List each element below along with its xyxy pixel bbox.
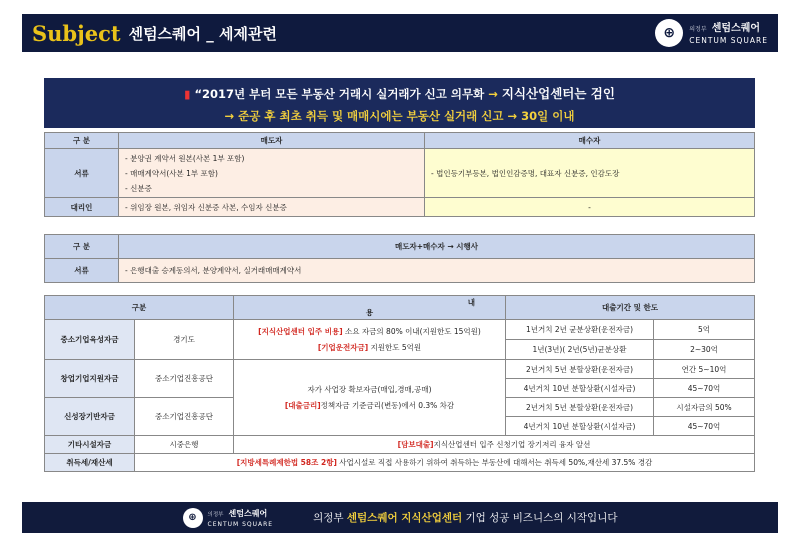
t3-r5-red: [지방세특례제한법 58조 2항]	[236, 458, 337, 467]
t3-r2-limit2: 45~70억	[654, 379, 755, 398]
footer-slogan	[313, 510, 617, 525]
t3-r1-term1: 1년거치 2년 균분상환(운전자금)	[506, 320, 654, 340]
t3-r1-content	[234, 320, 506, 360]
footer-text-b: 센텀스퀘어 지식산업센터	[346, 512, 463, 524]
brand-logo	[655, 19, 768, 47]
t1-row2-label: 대리인	[45, 198, 119, 217]
banner-arrow: →	[488, 87, 498, 101]
centum-logo-icon: ⊕	[655, 19, 683, 47]
footer-brand-small: 의정부	[207, 512, 224, 518]
t3-r1-label: 중소기업육성자금	[45, 320, 135, 360]
t1-row2-seller: - 위임장 원본, 위임자 신분증 사본, 수임자 신분증	[119, 198, 425, 217]
t3-r4-org: 시중은행	[135, 436, 234, 454]
t3-r2-limit1: 연간 5~10억	[654, 360, 755, 379]
t3-col-content-top: 내	[467, 297, 475, 307]
t3-r23-red: [대출금리]	[284, 400, 321, 410]
t3-r1-text2: 지원한도 5억원	[368, 342, 422, 352]
t3-r23-text1: 자가 사업장 확보자금(매입,경매,공매)	[307, 384, 432, 394]
t3-r4-content	[234, 436, 755, 454]
brand-en: CENTUM SQUARE	[689, 36, 768, 45]
notice-banner	[44, 78, 755, 128]
t3-r4-label: 기타시설자금	[45, 436, 135, 454]
t3-r2-org: 중소기업진흥공단	[135, 360, 234, 398]
footer-brand-en: CENTUM SQUARE	[207, 521, 274, 528]
t1-col-seller: 매도자	[119, 133, 425, 149]
t3-r5-text: 사업시설로 직접 사용하기 위하여 취득하는 부동산에 대해서는 취득세 50%,재산세 37.5% 경감	[336, 458, 653, 467]
t1-seller-doc-2: - 매매계약서(사본 1부 포함)	[125, 168, 218, 178]
t3-r4-red: [담보대출]	[397, 440, 434, 449]
footer-bar	[22, 502, 778, 533]
t3-r2-term1: 2년거치 5년 분할상환(운전자금)	[506, 360, 654, 379]
t2-row-value: - 은행대출 승계동의서, 분양계약서, 실거래매매계약서	[119, 259, 755, 283]
footer-text-c: 기업 성공 비즈니스의 시작입니다	[462, 512, 618, 524]
t1-row1-buyer: - 법인등기부등본, 법인인감증명, 대표자 신분증, 인감도장	[425, 149, 755, 198]
t3-r23-text2: 정책자금 기준금리(변동)에서 0.3% 차감	[320, 400, 455, 410]
t3-r3-limit2: 45~70억	[654, 417, 755, 436]
t3-r1-org: 경기도	[135, 320, 234, 360]
pin-icon: ▮	[184, 87, 191, 101]
banner-line2: → 준공 후 최초 취득 및 매매시에는 부동산 실거래 신고 → 30일 이내	[224, 109, 575, 123]
t3-r5-label: 취득세/재산세	[45, 454, 135, 472]
t3-r5-content	[135, 454, 755, 472]
t3-r1-red1: [지식산업센터 입주 비용]	[258, 326, 343, 336]
t3-col-loan: 대출기간 및 한도	[506, 296, 755, 320]
t1-row2-buyer: -	[425, 198, 755, 217]
t3-r23-content	[234, 360, 506, 436]
t3-col-content-bottom: 용	[365, 307, 374, 317]
t3-r1-red2: [기업운전자금]	[317, 342, 369, 352]
t2-col-gubun: 구 분	[45, 235, 119, 259]
t3-col-gubun: 구분	[45, 296, 234, 320]
footer-logo-icon: ⊕	[183, 508, 203, 528]
t1-col-buyer: 매수자	[425, 133, 755, 149]
banner-line1-a: “2017년 부터 모든 부동산 거래시 실거래가 신고 의무화	[194, 87, 485, 101]
t1-row1-seller	[119, 149, 425, 198]
brand-ko: 센텀스퀘어	[711, 23, 761, 34]
t2-col-title: 매도자+매수자 → 시행사	[119, 235, 755, 259]
loan-table	[44, 295, 755, 472]
subject-label: Subject	[32, 20, 121, 46]
header-bar	[22, 14, 778, 52]
brand-small: 의정부	[689, 26, 707, 33]
t3-r1-text1: 소요 자금의 80% 이내(지원한도 15억원)	[342, 326, 481, 336]
t3-r3-limit1: 시설자금의 50%	[654, 398, 755, 417]
t3-col-content	[234, 296, 506, 320]
documents-table	[44, 132, 755, 217]
t1-row1-label: 서류	[45, 149, 119, 198]
footer-text-a: 의정부	[313, 512, 347, 524]
t1-seller-doc-1: - 분양권 계약서 원본(사본 1부 포함)	[125, 153, 245, 163]
page-title: 센텀스퀘어 _ 세제관련	[128, 24, 277, 43]
t3-r1-limit2: 2~30억	[654, 340, 755, 360]
banner-line1-b: 지식산업센터는 검인	[501, 86, 615, 101]
t2-row-label: 서류	[45, 259, 119, 283]
t1-col-gubun: 구 분	[45, 133, 119, 149]
t3-r2-label: 창업기업지원자금	[45, 360, 135, 398]
t3-r3-term2: 4년거치 10년 분할상환(시설자금)	[506, 417, 654, 436]
t1-seller-doc-3: - 신분증	[125, 183, 152, 193]
t3-r3-label: 신성장기반자금	[45, 398, 135, 436]
t3-r2-term2: 4년거치 10년 분할상환(시설자금)	[506, 379, 654, 398]
t3-r3-term1: 2년거치 5년 분할상환(운전자금)	[506, 398, 654, 417]
t3-r3-org: 중소기업진흥공단	[135, 398, 234, 436]
t3-r1-term2: 1년(3년)( 2년(5년)균분상환	[506, 340, 654, 360]
t3-r1-limit1: 5억	[654, 320, 755, 340]
t3-r4-text: 지식산업센터 입주 신청기업 장기저리 융자 알선	[433, 440, 591, 449]
footer-brand-ko: 센텀스퀘어	[228, 509, 268, 518]
bank-docs-table	[44, 234, 755, 283]
